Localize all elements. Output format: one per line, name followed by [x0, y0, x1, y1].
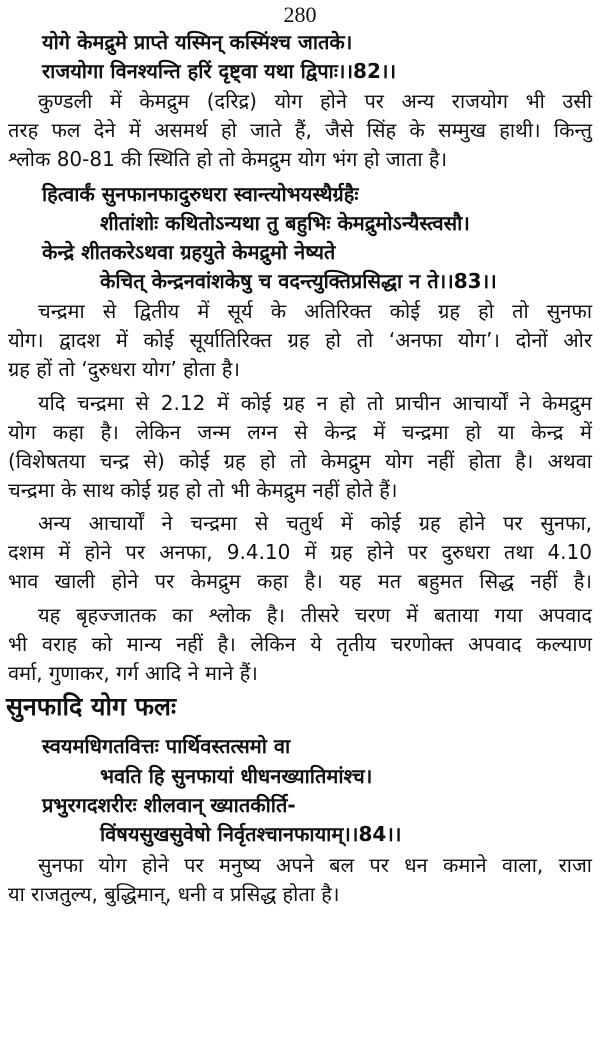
text-line: हित्वार्कं सुनफानफादुरुधरा स्वान्त्योभयस्थैर्ग्रहैः — [42, 182, 359, 206]
text-line: योग कहा है। लेकिन जन्म लग्न से केन्द्र में चन्द्रमा हो या केन्द्र में — [8, 420, 592, 444]
text-line: भी वराह को मान्य नहीं है। लेकिन ये तृतीय चरणोक्त अपवाद कल्याण — [8, 632, 592, 656]
text-line: प्रभुरगदशरीरः शीलवान् ख्यातकीर्ति- — [42, 793, 296, 817]
text-line: राजयोगा विनश्यन्ति हरिं दृष्ट्वा यथा द्विपाः।।82।। — [42, 59, 397, 83]
text-line: केन्द्रे शीतकरेऽथवा ग्रहयुते केमद्रुमो नेष्यते — [42, 240, 336, 264]
text-line: कुण्डली में केमद्रुम (दरिद्र) योग होने पर अन्य राजयोग भी उसी — [38, 89, 592, 113]
text-line: तरह फल देने में असमर्थ हो जाते हैं, जैसे सिंह के सम्मुख हाथी। किन्तु — [8, 118, 592, 142]
text-line: भाव खाली होने पर केमद्रुम कहा है। यह मत बहुमत सिद्ध नहीं है। — [8, 569, 592, 593]
text-line: यह बृहज्जातक का श्लोक है। तीसरे चरण में बताया गया अपवाद — [38, 603, 592, 627]
text-line: वर्मा, गुणाकर, गर्ग आदि ने माने हैं। — [8, 661, 258, 685]
text-line: विंषयसुखसुवेषो निर्वृतश्चानफायाम्।।84।। — [100, 822, 402, 846]
text-line: स्वयमधिगतवित्तः पार्थिवस्तत्समो वा — [42, 734, 291, 758]
text-line: योगे केमद्रुमे प्राप्ते यस्मिन् कस्मिंश्च जातके। — [42, 30, 353, 54]
text-line: (विशेषतया चन्द्र से) कोई ग्रह हो तो केमद्रुम योग नहीं होता है। अथवा — [8, 449, 592, 473]
text-line: शीतांशोः कथितोऽन्यथा तु बहुभिः केमद्रुमोऽन्यैस्त्वसौ। — [100, 211, 470, 235]
text-line: अन्य आचार्यों ने चन्द्रमा से चतुर्थ में कोई ग्रह होने पर सुनफा, — [38, 511, 592, 535]
text-line: ग्रह हों तो ‘दुरुधरा योग’ होता है। — [8, 357, 240, 381]
text-line: श्लोक 80-81 की स्थिति हो तो केमद्रुम योग भंग हो जाता है। — [8, 147, 448, 171]
text-line: चन्द्रमा से द्वितीय में सूर्य के अतिरिक्त कोई ग्रह हो तो सुनफा — [38, 299, 592, 323]
text-line: भवति हि सुनफायां धीधनख्यातिमांश्च। — [100, 764, 373, 788]
page-number: 280 — [283, 2, 317, 27]
text-line: यदि चन्द्रमा से 2.12 में कोई ग्रह न हो तो प्राचीन आचार्यों ने केमद्रुम — [38, 391, 592, 415]
text-line: केचित् केन्द्रनवांशकेषु च वदन्त्युक्तिप्रसिद्धा न ते।।83।। — [100, 269, 497, 293]
text-line: योग। द्वादश में कोई सूर्यातिरिक्त ग्रह हो तो ‘अनफा योग’। दोनों ओर — [8, 328, 592, 352]
text-line: चन्द्रमा के साथ कोई ग्रह हो तो भी केमद्रुम नहीं होते हैं। — [8, 478, 398, 502]
text-line: दशम में होने पर अनफा, 9.4.10 में ग्रह होने पर दुरुधरा तथा 4.10 — [8, 540, 592, 564]
text-line: सुनफादि योग फलः — [6, 692, 177, 721]
text-line: सुनफा योग होने पर मनुष्य अपने बल पर धन कमाने वाला, राजा — [38, 853, 592, 877]
text-line: या राजतुल्य, बुद्धिमान्, धनी व प्रसिद्ध होता है। — [8, 882, 340, 906]
